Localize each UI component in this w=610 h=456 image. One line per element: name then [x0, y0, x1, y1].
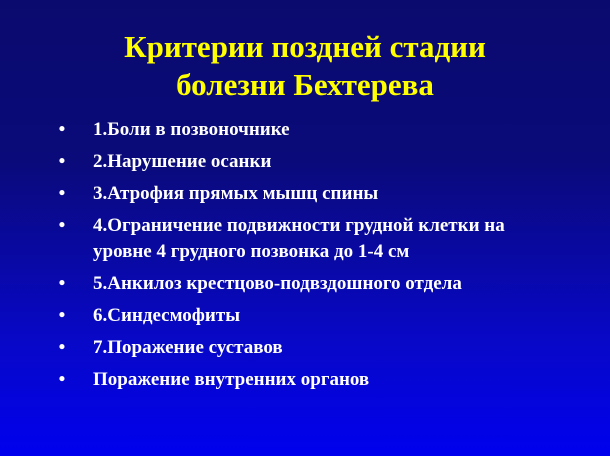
list-item — [0, 271, 610, 297]
bullet-icon: • — [58, 151, 66, 172]
bullet-icon: • — [58, 183, 66, 204]
bullet-icon: • — [58, 337, 66, 358]
slide-title-line-1: Критерии поздней стадии — [124, 29, 486, 64]
bullet-icon: • — [58, 119, 66, 140]
list-item-text: Поражение внутренних органов — [93, 369, 370, 390]
list-item — [0, 181, 610, 207]
list-item-text: 7.Поражение суставов — [93, 337, 283, 358]
list-item-text: 2.Нарушение осанки — [93, 151, 272, 172]
bullet-icon: • — [58, 273, 66, 294]
list-item — [0, 149, 610, 175]
bullet-icon: • — [58, 305, 66, 326]
list-item-text: 6.Синдесмофиты — [93, 305, 241, 326]
list-item — [0, 213, 610, 265]
bullet-icon: • — [58, 215, 66, 236]
list-item — [0, 335, 610, 361]
criteria-list — [0, 117, 610, 399]
list-item — [0, 117, 610, 143]
list-item — [0, 303, 610, 329]
list-item-text: 1.Боли в позвоночнике — [93, 119, 290, 140]
bullet-icon: • — [58, 369, 66, 390]
slide-title — [0, 28, 610, 104]
list-item — [0, 367, 610, 393]
slide-title-line-2: болезни Бехтерева — [176, 67, 434, 102]
list-item-text: 5.Анкилоз крестцово-подвздошного отдела — [93, 273, 462, 294]
list-item-text: 4.Ограничение подвижности грудной клетки на уровне 4 грудного позвонка до 1-4 см — [93, 215, 505, 262]
list-item-text: 3.Атрофия прямых мышц спины — [93, 183, 379, 204]
